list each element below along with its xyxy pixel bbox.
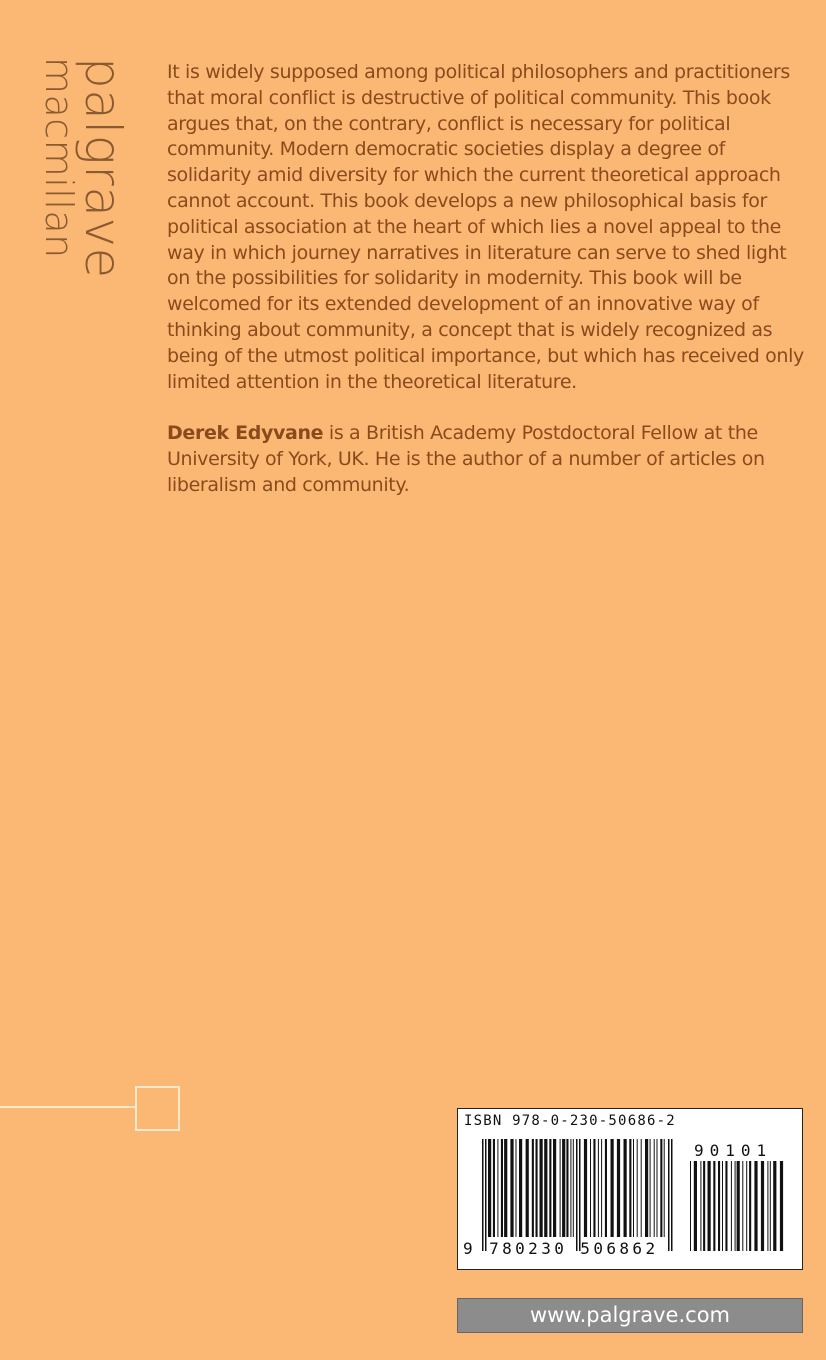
- barcode-bar: [650, 1139, 651, 1237]
- barcode-bar: [579, 1139, 581, 1251]
- barcode-bar: [645, 1139, 648, 1237]
- logo-palgrave: palgrave: [74, 57, 132, 279]
- barcode-bar: [690, 1161, 691, 1251]
- barcode-bar: [485, 1139, 487, 1251]
- barcode-bar: [713, 1161, 715, 1251]
- isbn-barcode: [457, 1108, 803, 1270]
- barcode-bar: [708, 1161, 711, 1251]
- barcode-bar: [573, 1139, 574, 1237]
- barcode-bar: [540, 1139, 543, 1237]
- barcode-bar: [549, 1139, 551, 1237]
- barcode-bar: [590, 1139, 591, 1237]
- publisher-url: www.palgrave.com: [457, 1298, 803, 1333]
- barcode-bar: [773, 1161, 776, 1251]
- author-name: Derek Edyvane: [167, 422, 324, 445]
- barcode-bar: [493, 1139, 495, 1237]
- barcode-bar: [536, 1139, 538, 1237]
- barcode-bar: [526, 1139, 529, 1237]
- barcode-bar: [637, 1139, 638, 1237]
- barcode-bar: [576, 1139, 578, 1251]
- barcode-bar: [746, 1161, 747, 1251]
- barcode-bar: [504, 1139, 507, 1237]
- logo-macmillan: macmillan: [37, 57, 81, 259]
- barcode-bar: [641, 1139, 642, 1237]
- barcode-bar: [657, 1139, 658, 1237]
- barcode-bar: [519, 1139, 522, 1237]
- back-cover-blurb: [167, 60, 807, 525]
- barcode-bar: [660, 1139, 662, 1237]
- barcode-bar: [570, 1139, 571, 1237]
- barcode-bar: [584, 1139, 587, 1237]
- barcode-bar: [780, 1161, 783, 1251]
- barcode-bar: [703, 1161, 705, 1251]
- barcode-bar: [770, 1161, 771, 1251]
- barcode-bar: [553, 1139, 556, 1237]
- barcode-bar: [700, 1161, 701, 1251]
- barcode-bar: [601, 1139, 602, 1237]
- decorative-square: [135, 1086, 180, 1131]
- barcode-bar: [629, 1139, 631, 1237]
- addon-digits: 90101: [694, 1141, 773, 1160]
- barcode-bar: [633, 1139, 634, 1237]
- barcode-bar: [749, 1161, 751, 1251]
- barcode-bar: [566, 1139, 568, 1237]
- barcode-bar: [560, 1139, 561, 1237]
- barcode-bar: [617, 1139, 620, 1237]
- barcode-bar: [664, 1139, 665, 1237]
- author-bio-text: is a British Academy Postdoctoral Fellow at the University of York, UK. He is the author of a number of articles on liberalism and community.: [167, 422, 765, 496]
- author-bio: [167, 421, 807, 498]
- barcode-bar: [501, 1139, 503, 1237]
- barcode-bar: [482, 1139, 484, 1251]
- barcode-bar: [718, 1161, 720, 1251]
- barcode-bar: [562, 1139, 565, 1237]
- publisher-logo: [28, 52, 138, 282]
- barcode-bar: [767, 1161, 768, 1251]
- barcode-bar: [488, 1139, 491, 1237]
- barcode-bar: [737, 1161, 740, 1251]
- barcode-bar: [532, 1139, 534, 1237]
- barcode-bar: [497, 1139, 498, 1237]
- barcode-bar: [761, 1161, 764, 1251]
- barcode-bar: [668, 1139, 670, 1251]
- book-description: It is widely supposed among political philosophers and practitioners that moral conflict is destructive of political community. This book argues that, on the contrary, conflict is necessary for political community. Modern democratic societies display a degree of solidarity amid diversity for which the current theoretical approach cannot account. This book develops a new philosophical basis for political association at the heart of which lies a novel appeal to the way in which journey narratives in literature can serve to shed light on the possibilities for solidarity in modernity. This book will be welcomed for its extended development of an innovative way of thinking about community, a concept that is widely recognized as being of the utmost political importance, but which has received only limited attention in the theoretical literature.: [167, 61, 804, 393]
- isbn-label: ISBN 978-0-230-50686-2: [464, 1113, 676, 1129]
- barcode-bar: [624, 1139, 627, 1237]
- barcode-bar: [544, 1139, 547, 1237]
- barcode-bar: [694, 1161, 697, 1251]
- barcode-bar: [605, 1139, 607, 1237]
- barcode-bar: [516, 1139, 517, 1237]
- barcode-bar: [722, 1161, 723, 1251]
- barcode-bar: [725, 1161, 727, 1251]
- barcode-bar: [611, 1139, 614, 1237]
- barcode-bar: [671, 1139, 673, 1251]
- barcode-bar: [510, 1139, 513, 1237]
- decorative-rule: [0, 1106, 136, 1108]
- barcode-bar: [731, 1161, 732, 1251]
- ean-digits: 9 780230 506862: [463, 1239, 659, 1258]
- barcode-bar: [742, 1161, 743, 1251]
- barcode-bar: [754, 1161, 757, 1251]
- barcode-bar: [598, 1139, 599, 1237]
- barcode-bar: [593, 1139, 595, 1237]
- barcode-bar: [654, 1139, 655, 1237]
- barcode-bar: [735, 1161, 736, 1251]
